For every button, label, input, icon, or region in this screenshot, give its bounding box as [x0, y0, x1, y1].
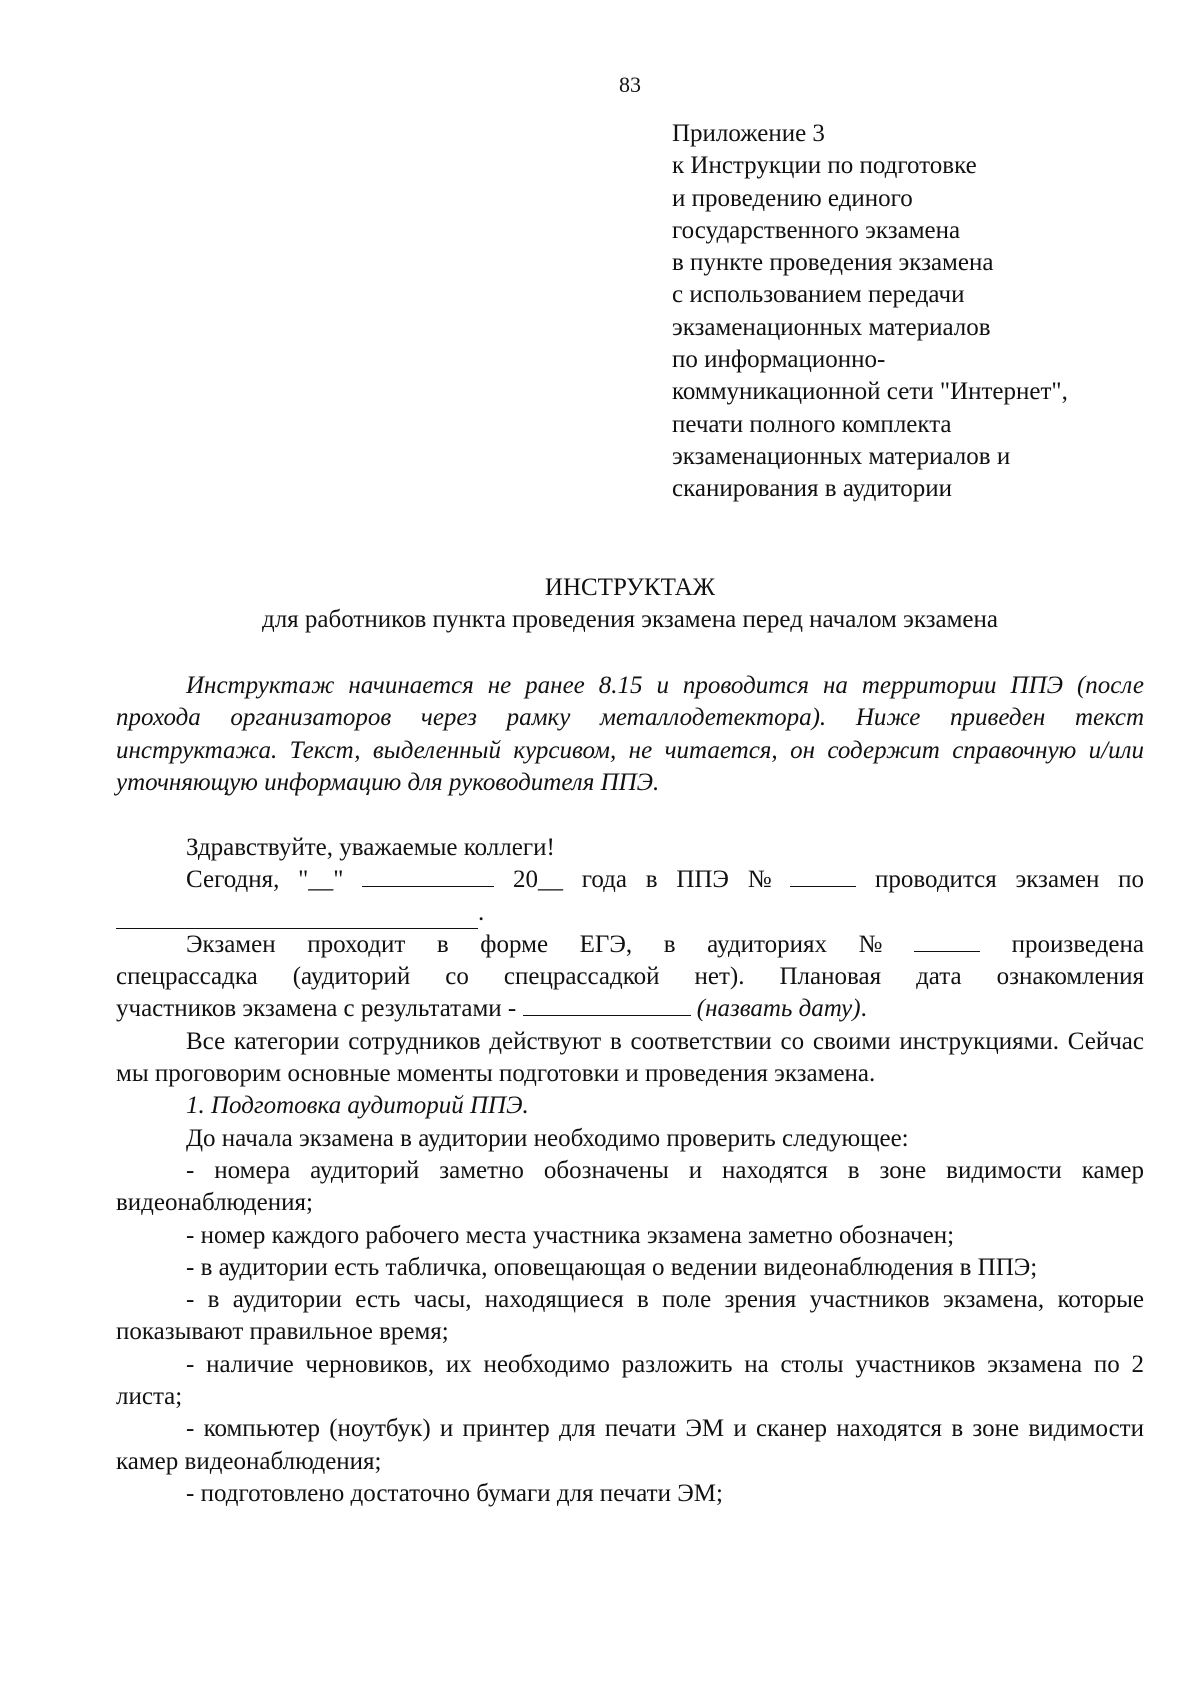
- exam-form-line-2: [116, 961, 1144, 993]
- exam-form-line: [116, 929, 1144, 961]
- period: .: [478, 898, 485, 926]
- appendix-line: государственного экзамена: [672, 216, 961, 244]
- intro-note: [116, 670, 1144, 799]
- italic-note: (назвать дату): [696, 995, 861, 1023]
- word: Экзамен: [186, 930, 276, 958]
- subject-blank: [116, 906, 478, 929]
- period: .: [860, 995, 867, 1023]
- word: "__": [298, 866, 344, 894]
- appendix-reference: [672, 118, 1172, 506]
- text-line: спецрассадка (аудиторий со спецрассадкой нет). Плановая дата ознакомления: [116, 963, 1144, 991]
- list-item: - номера аудиторий заметно обозначены и находятся в зоне видимости камер видеонаблюдения;: [116, 1156, 1144, 1217]
- list-item: - подготовлено достаточно бумаги для печати ЭМ;: [186, 1479, 723, 1507]
- word: года: [581, 866, 627, 894]
- appendix-line: сканирования в аудитории: [672, 475, 953, 503]
- word: №: [747, 866, 772, 894]
- word: произведена: [1011, 930, 1144, 958]
- exam-date-line: [116, 864, 1144, 896]
- appendix-line: и проведению единого: [672, 184, 913, 212]
- word: №: [858, 930, 883, 958]
- appendix-line: к Инструкции по подготовке: [672, 152, 977, 180]
- word: 20__: [513, 866, 564, 894]
- list-item: - номер каждого рабочего места участника экзамена заметно обозначен;: [186, 1221, 955, 1249]
- word: аудиториях: [707, 930, 827, 958]
- word: форме: [480, 930, 549, 958]
- check-intro: До начала экзамена в аудитории необходимо проверить следующее:: [186, 1124, 909, 1152]
- appendix-line: Приложение 3: [672, 120, 825, 147]
- intro-paragraph: Инструктаж начинается не ранее 8.15 и проводится на территории ППЭ (после прохода организаторов через рамку металлодетектора). Ниже приведен текст инструктажа. Текст, выделенный курсивом, не читается, он содержит справочную и/или уточняющую информацию для руководителя ППЭ.: [116, 672, 1144, 796]
- word: проходит: [307, 930, 406, 958]
- word: экзамен: [1015, 866, 1100, 894]
- appendix-line: в пункте проведения экзамена: [672, 249, 994, 277]
- appendix-line: по информационно-: [672, 346, 886, 374]
- subject-line: [116, 897, 1144, 929]
- word: по: [1118, 866, 1144, 894]
- month-blank: [362, 864, 494, 887]
- list-item: - в аудитории есть табличка, оповещающая о ведении видеонаблюдения в ППЭ;: [186, 1253, 1038, 1281]
- paragraph-categories: Все категории сотрудников действуют в соответствии со своими инструкциями. Сейчас мы проговорим основные моменты подготовки и проведения экзамена.: [116, 1027, 1144, 1088]
- word: ППЭ: [676, 866, 729, 894]
- list-item: - наличие черновиков, их необходимо разложить на столы участников экзамена по 2 листа;: [116, 1350, 1144, 1411]
- auditorium-number-blank: [914, 929, 980, 952]
- word: ЕГЭ,: [579, 930, 633, 958]
- appendix-line: с использованием передачи: [672, 281, 965, 309]
- word: в: [645, 866, 658, 894]
- text: участников экзамена с результатами -: [116, 995, 517, 1023]
- word: проводится: [875, 866, 997, 894]
- appendix-line: коммуникационной сети "Интернет",: [672, 378, 1068, 406]
- appendix-line: экзаменационных материалов: [672, 313, 991, 341]
- document-subtitle: для работников пункта проведения экзамена перед началом экзамена: [261, 606, 999, 633]
- list-item: - в аудитории есть часы, находящиеся в поле зрения участников экзамена, которые показывают правильное время;: [116, 1286, 1144, 1346]
- results-date-blank: [523, 993, 691, 1016]
- page-number: 83: [619, 72, 641, 97]
- ppe-number-blank: [790, 864, 856, 887]
- word: в: [436, 930, 449, 958]
- word: в: [663, 930, 676, 958]
- word: Сегодня,: [186, 866, 280, 894]
- document-title: ИНСТРУКТАЖ: [544, 574, 716, 601]
- exam-form-line-3: [116, 993, 1144, 1025]
- main-text: [116, 832, 1144, 1510]
- appendix-line: экзаменационных материалов и: [672, 442, 1011, 470]
- greeting: Здравствуйте, уважаемые коллеги!: [186, 834, 555, 861]
- section-title: 1. Подготовка аудиторий ППЭ.: [186, 1092, 529, 1120]
- list-item: - компьютер (ноутбук) и принтер для печати ЭМ и сканер находятся в зоне видимости камер видеонаблюдения;: [116, 1415, 1144, 1475]
- appendix-line: печати полного комплекта: [672, 410, 952, 438]
